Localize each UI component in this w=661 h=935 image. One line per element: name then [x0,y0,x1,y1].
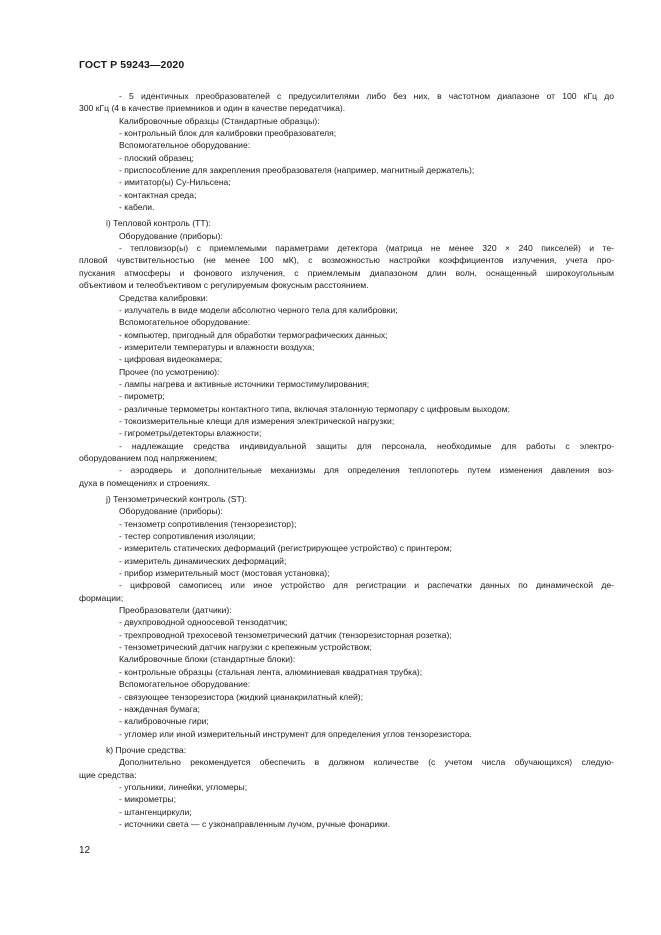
text-line: k) Прочие средства: [106,744,187,755]
text-line: объективом и телеобъективом с регулируемым фокусным расстоянием. [79,280,369,291]
text-line: - тензометрический датчик нагрузки с крепежным устройством; [119,642,372,653]
text-line: - цифровой самописец или иное устройство для регистрации и распечатки данных по динамической де- [119,580,614,591]
text-line: 300 кГц (4 в качестве приемников и один в качестве передатчика). [79,103,346,114]
text-line: - наждачная бумага; [119,703,200,714]
text-line: - излучатель в виде модели абсолютно черного тела для калибровки; [119,304,398,315]
text-line: Средства калибровки: [119,292,208,303]
text-line: - компьютер, пригодный для обработки термографических данных; [119,329,388,340]
text-line: - прибор измерительный мост (мостовая установка); [119,568,330,579]
text-line: Прочее (по усмотрению): [119,366,220,377]
text-line: - 5 идентичных преобразователей с предусилителями либо без них, в частотном диапазоне от 100 кГц до [119,91,614,101]
text-line: - контактная среда; [119,189,197,200]
text-line: пловой чувствительностью (не менее 100 мК), с возможностью настройки коэффициентов излучения, учета про- [79,255,614,266]
text-line: - источники света — с узконаправленным лучом, ручные фонарики. [119,818,391,829]
text-line: - имитатор(ы) Су-Нильсена; [119,177,231,188]
text-line: - связующее тензорезистора (жидкий цианакрилатный клей); [119,691,364,702]
page-number: 12 [79,845,91,856]
text-line: - цифровая видеокамера; [119,354,223,365]
text-line: - контрольный блок для калибровки преобразователя; [119,128,337,139]
text-line: - лампы нагрева и активные источники термостимулирования; [119,378,370,389]
text-line: - микрометры; [119,794,176,805]
text-line: - угломер или иной измерительный инструмент для определения углов тензорезистора. [119,728,472,739]
text-line: - измеритель динамических деформаций; [119,555,287,566]
text-line: оборудованием под напряжением; [79,452,218,463]
document-header: ГОСТ Р 59243—2020 [79,59,185,71]
text-line: формации; [79,592,124,603]
text-line: - измерители температуры и влажности воздуха; [119,341,315,352]
text-line: - тепловизор(ы) с приемлемыми параметрами детектора (матрица не менее 320 × 240 пикселей) и те- [119,243,614,254]
text-line: Калибровочные образцы (Стандартные образцы): [119,115,320,126]
text-line: - надлежащие средства индивидуальной защиты для персонала, необходимые для работы с электро- [119,440,614,451]
text-line: щие средства: [79,769,137,780]
text-line: - угольники, линейки, угломеры; [119,781,248,792]
text-line: - аэродверь и дополнительные механизмы для определения теплопотерь путем изменения давления воз- [119,465,614,476]
text-line: - плоский образец; [119,152,194,163]
text-line: - калибровочные гири; [119,716,209,727]
text-line: - тензометр сопротивления (тензорезистор); [119,518,297,529]
text-line: духа в помещениях и строениях. [79,477,211,488]
text-line: - контрольные образцы (стальная лента, алюминиевая квадратная трубка); [119,666,423,677]
text-line: Вспомогательное оборудование: [119,317,251,328]
text-line: i) Тепловой контроль (ТТ): [106,218,211,229]
text-line: Вспомогательное оборудование: [119,679,251,690]
text-line: Оборудование (приборы): [119,506,223,517]
document-body [79,90,614,830]
text-line: j) Тензометрический контроль (ST): [106,494,247,504]
text-line: пускания атмосферы и фонового излучения, с приемлемым диапазоном длин волн, оснащенный широкоугольным [79,267,614,278]
text-line: - кабели. [119,202,155,213]
text-line: Оборудование (приборы): [119,230,223,241]
text-line: - измеритель статических деформаций (регистрирующее устройство) с принтером; [119,543,452,554]
text-line: - различные термометры контактного типа, включая эталонную термопару с цифровым выходом; [119,403,510,414]
text-line: - пирометр; [119,391,165,402]
text-line: - штангенциркули; [119,806,192,817]
text-line: - тестер сопротивления изоляции; [119,531,256,542]
text-line: - трехпроводной трехосевой тензометрический датчик (тензорезисторная розетка); [119,629,452,640]
text-line: Вспомогательное оборудование: [119,140,251,151]
text-line: Дополнительно рекомендуется обеспечить в должном количестве (с учетом числа обучающихся) следую- [119,757,614,768]
text-line: - гигрометры/детекторы влажности; [119,428,262,439]
text-line: - приспособление для закрепления преобразователя (например, магнитный держатель); [119,165,475,176]
text-line: Преобразователи (датчики): [119,605,232,616]
text-line: - токоизмерительные клещи для измерения электрической нагрузки; [119,415,395,426]
text-line: Калибровочные блоки (стандартные блоки): [119,654,296,665]
text-line: - двухпроводной одноосевой тензодатчик; [119,617,288,628]
